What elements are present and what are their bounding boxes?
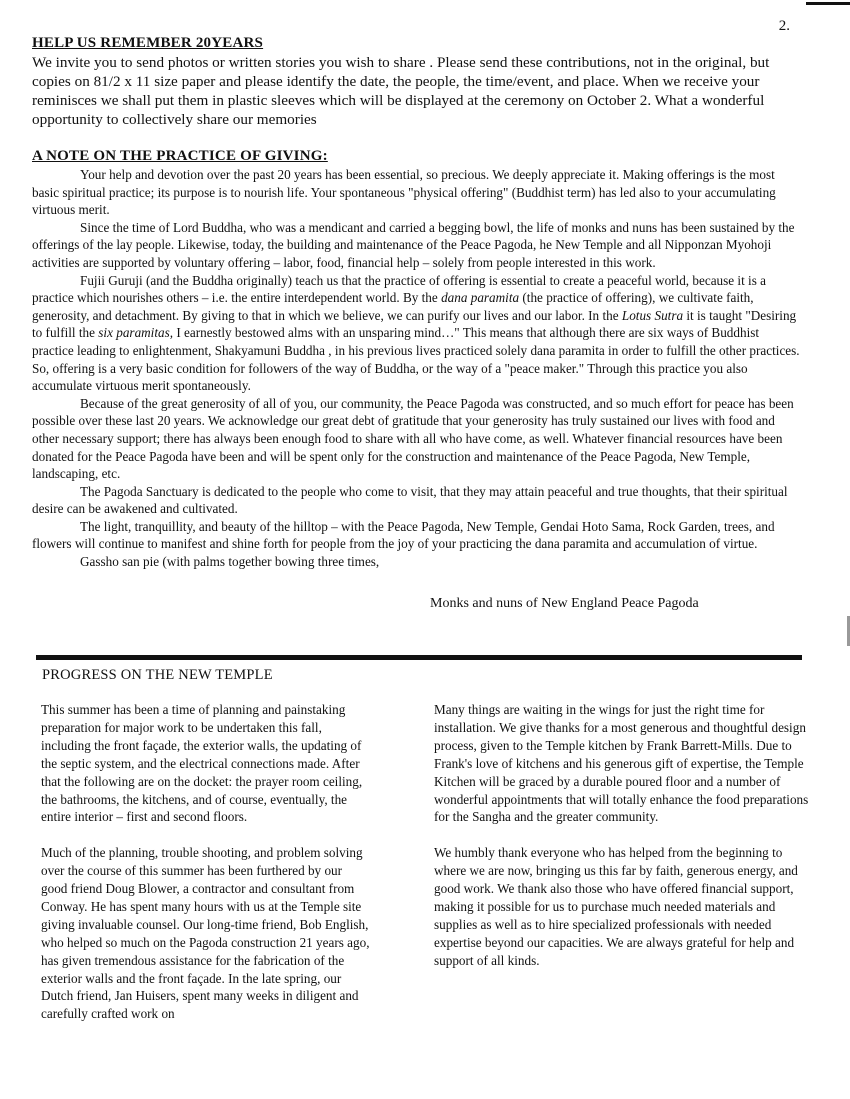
giving-p3-part-d: I earnestly bestowed alms with an unsparing mind…" This means that although there are six ways of Buddhist practice leading to enlightenment, Shakyamuni Buddha , in his previous lives practiced solely dana paramita in order to fulfill the other practices. So, offering is a very basic condition for followers of the way of Buddha, or the way of a "peace maker." Through this practice you also accumulate virtuous merit spontaneously. bbox=[32, 325, 800, 394]
giving-p3-part-b: (the practice of offering), we cultivate faith, generosity, and detachment. By giving to that in which we believe, we can purify our lives and our labor. In the bbox=[32, 290, 754, 323]
remember-text: We invite you to send photos or written stories you wish to share . Please send these contributions, not in the original, but copies on 81/2 x 11 size paper and please identify the date, the people, the time/event, and place. When we receive your reminisces we shall put them in plastic sleeves which will be displayed at the ceremony on October 2. What a wonderful opportunity to collectively share our memories bbox=[32, 54, 770, 128]
remember-section bbox=[32, 34, 802, 129]
progress-left-paragraph-1: This summer has been a time of planning and painstaking preparation for major work to be undertaken this fall, including the front façade, the exterior walls, the updating of the septic system, and the electrical connections made. After that the following are on the docket: the prayer room ceiling, the bathrooms, the kitchens, and of course, eventually, the entire interior – first and second floors. bbox=[41, 702, 363, 825]
giving-paragraph-1: Your help and devotion over the past 20 years has been essential, so precious. We deeply appreciate it. Making offerings is the most basic spiritual practice; its purpose is to nourish life. Your spontaneous "physical offering" (Buddhist term) has led also to your accumulating virtuous merit. bbox=[32, 167, 776, 218]
lotus-sutra-term: Lotus Sutra bbox=[621, 307, 684, 323]
giving-paragraph-3 bbox=[32, 272, 802, 395]
dana-paramita-term: dana paramita bbox=[441, 290, 520, 306]
progress-left-column bbox=[41, 701, 371, 1061]
giving-paragraph-5: The Pagoda Sanctuary is dedicated to the people who come to visit, that they may attain peaceful and true thoughts, that their spiritual desire can be awakened and cultivated. bbox=[32, 483, 788, 517]
giving-p3-part-c: it is taught "Desiring to fulfill the bbox=[32, 307, 797, 341]
giving-paragraph-6: The light, tranquillity, and beauty of the hilltop – with the Peace Pagoda, New Temple, Gendai Hoto Sama, Rock Garden, trees, and flowers will continue to manifest and shine forth for people from the joy of your practicing the dana paramita and accumulation of virtue. bbox=[32, 518, 775, 552]
progress-right-column bbox=[434, 701, 812, 987]
giving-paragraph-7: Gassho san pie (with palms together bowing three times, bbox=[80, 554, 380, 570]
signature: Monks and nuns of New England Peace Pagoda bbox=[430, 596, 699, 611]
page-number: 2. bbox=[778, 18, 790, 34]
giving-paragraph-4: Because of the great generosity of all of you, our community, the Peace Pagoda was constructed, and so much effort for peace has been possible over these last 20 years. We acknowledge our great debt of gratitude that your generosity has truly sustained our lives with food and other necessary support; there has always been enough food to share with all who have come, as well. Whatever financial resources have been donated for the Peace Pagoda have been and will be spent only for the construction and maintenance of the Peace Pagoda, New Temple, landscaping, etc. bbox=[32, 395, 794, 482]
corner-mark bbox=[806, 2, 850, 5]
giving-heading: A NOTE ON THE PRACTICE OF GIVING: bbox=[32, 148, 328, 164]
progress-right-paragraph-2: We humbly thank everyone who has helped from the beginning to where we are now, bringing us this far by faith, generous energy, and good work. We thank also those who have offered financial support, making it possible for us to purchase much needed materials and supplies as well as to hire specialized professionals with needed expertise beyond our capacities. We are always grateful for help and support of all kinds. bbox=[434, 845, 798, 968]
remember-heading: HELP US REMEMBER 20YEARS bbox=[32, 35, 264, 51]
progress-right-paragraph-1: Many things are waiting in the wings for just the right time for installation. We give thanks for a most generous and thoughtful design process, given to the Temple kitchen by Frank Barrett-Mills. Due to Frank's love of kitchens and his generous gift of expertise, the Temple Kitchen will be graced by a durable poured floor and a number of wonderful appointments that will totally enhance the food preparations for the Sangha and the greater community. bbox=[434, 702, 809, 825]
giving-section bbox=[32, 147, 802, 571]
giving-paragraph-2: Since the time of Lord Buddha, who was a mendicant and carried a begging bowl, the life of monks and nuns has been sustained by the offerings of the lay people. Likewise, today, the building and maintenance of the Peace Pagoda, he New Temple and all Nipponzan Myohoji activities are supported by voluntary offering – labor, food, financial help – solely from people interested in this work. bbox=[32, 219, 795, 270]
progress-heading: PROGRESS ON THE NEW TEMPLE bbox=[42, 667, 273, 683]
progress-left-paragraph-2: Much of the planning, trouble shooting, and problem solving over the course of this summer has been furthered by our good friend Doug Blower, a contractor and consultant from Conway. He has spent many hours with us at the Temple site giving invaluable counsel. Our long-time friend, Bob English, who helped so much on the Pagoda construction 21 years ago, has given tremendous assistance for the fabrication of the exterior walls and the front façade. In the late spring, our Dutch friend, Jan Huisers, spent many weeks in diligent and carefully crafted work on bbox=[41, 845, 370, 1022]
section-divider bbox=[36, 655, 802, 660]
giving-p3-part-a: Fujii Guruji (and the Buddha originally) teach us that the practice of offering is essential to create a peaceful world, because it is a practice which nourishes others – i.e. the entire interdependent world. By the bbox=[32, 272, 767, 306]
six-paramitas-term: six paramitas, bbox=[98, 325, 174, 341]
